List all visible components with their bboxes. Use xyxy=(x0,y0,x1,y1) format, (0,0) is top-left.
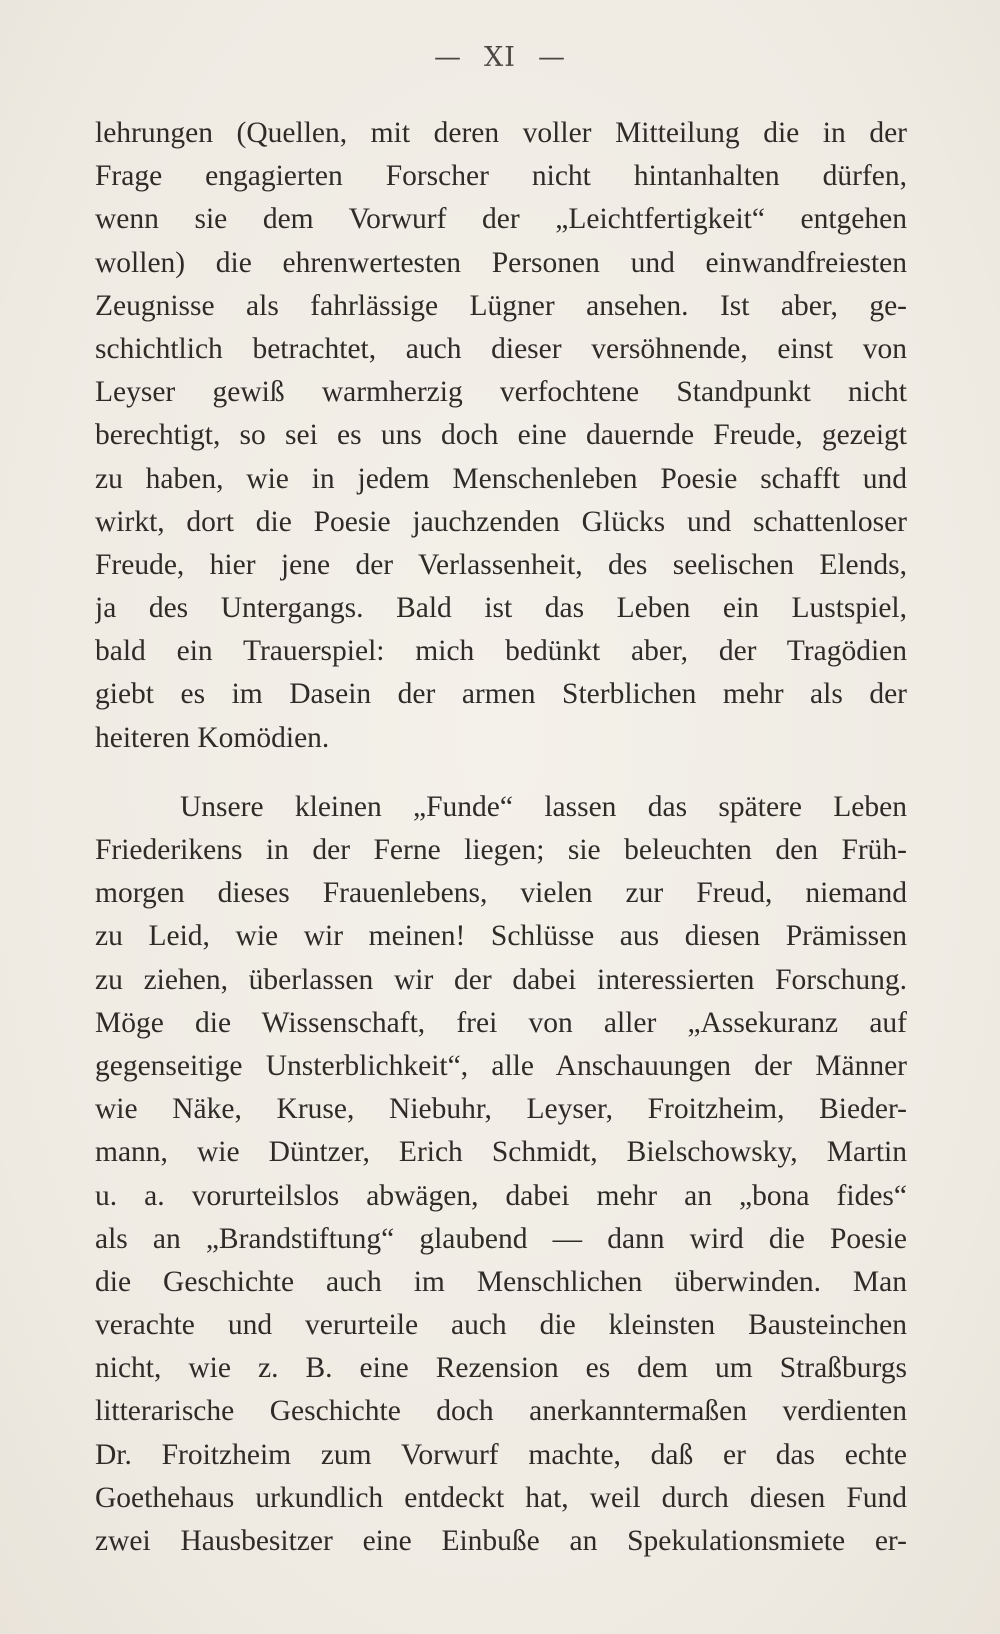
text-line: als an „Brandstiftung“ glaubend — dann wird die Poesie xyxy=(95,1222,907,1255)
text-line: Frage engagierten Forscher nicht hintanhalten dürfen, xyxy=(95,160,907,193)
text-line: berechtigt, so sei es uns doch eine dauernde Freude, gezeigt xyxy=(95,419,907,452)
paragraph xyxy=(95,786,907,1563)
body-text xyxy=(95,112,907,1563)
text-line: Zeugnisse als fahrlässige Lügner ansehen. Ist aber, ge- xyxy=(95,289,907,322)
text-line: wie Näke, Kruse, Niebuhr, Leyser, Froitzheim, Bieder- xyxy=(95,1093,907,1126)
text-line: schichtlich betrachtet, auch dieser versöhnende, einst von xyxy=(95,332,907,365)
text-line: ja des Untergangs. Bald ist das Leben ein Lustspiel, xyxy=(95,592,907,625)
text-line: Goethehaus urkundlich entdeckt hat, weil durch diesen Fund xyxy=(95,1481,907,1514)
text-line: Unsere kleinen „Funde“ lassen das spätere Leben xyxy=(180,790,907,823)
text-line: wollen) die ehrenwertesten Personen und einwandfreiesten xyxy=(95,246,907,279)
text-line: zu Leid, wie wir meinen! Schlüsse aus diesen Prämissen xyxy=(95,920,907,953)
paragraph xyxy=(95,112,907,760)
text-line: lehrungen (Quellen, mit deren voller Mitteilung die in der xyxy=(95,117,907,149)
text-line: wenn sie dem Vorwurf der „Leichtfertigkeit“ entgehen xyxy=(95,203,907,236)
text-line: Möge die Wissenschaft, frei von aller „Assekuranz auf xyxy=(95,1006,907,1039)
text-line: Freude, hier jene der Verlassenheit, des seelischen Elends, xyxy=(95,548,907,581)
page-number: XI xyxy=(484,42,516,73)
paragraph-gap xyxy=(95,760,907,786)
text-line: heiteren Komödien. xyxy=(95,721,330,754)
text-line: nicht, wie z. B. eine Rezension es dem um Straßburgs xyxy=(95,1352,907,1385)
text-line: litterarische Geschichte doch anerkanntermaßen verdienten xyxy=(95,1395,907,1428)
text-line: wirkt, dort die Poesie jauchzenden Glücks und schattenloser xyxy=(95,505,907,538)
text-line: gegenseitige Unsterblichkeit“, alle Anschauungen der Männer xyxy=(95,1049,907,1082)
text-line: u. a. vorurteilslos abwägen, dabei mehr an „bona fides“ xyxy=(95,1179,907,1212)
text-line: Friederikens in der Ferne liegen; sie beleuchten den Früh- xyxy=(95,834,907,866)
header-dash-left: — xyxy=(434,42,463,73)
text-line: die Geschichte auch im Menschlichen überwinden. Man xyxy=(95,1265,907,1298)
text-line: mann, wie Düntzer, Erich Schmidt, Bielschowsky, Martin xyxy=(95,1136,907,1169)
text-line: Dr. Froitzheim zum Vorwurf machte, daß er das echte xyxy=(95,1438,907,1471)
text-line: giebt es im Dasein der armen Sterblichen mehr als der xyxy=(95,678,907,711)
page-header xyxy=(0,42,1000,73)
text-line: verachte und verurteile auch die kleinsten Bausteinchen xyxy=(95,1309,907,1342)
text-line: Leyser gewiß warmherzig verfochtene Standpunkt nicht xyxy=(95,376,907,409)
text-line: bald ein Trauerspiel: mich bedünkt aber, der Tragödien xyxy=(95,635,907,668)
header-dash-right: — xyxy=(537,42,566,73)
text-line: zwei Hausbesitzer eine Einbuße an Spekulationsmiete er- xyxy=(95,1525,907,1557)
text-line: zu ziehen, überlassen wir der dabei interessierten Forschung. xyxy=(95,963,907,996)
text-line: zu haben, wie in jedem Menschenleben Poesie schafft und xyxy=(95,462,907,495)
text-line: morgen dieses Frauenlebens, vielen zur Freud, niemand xyxy=(95,877,907,910)
